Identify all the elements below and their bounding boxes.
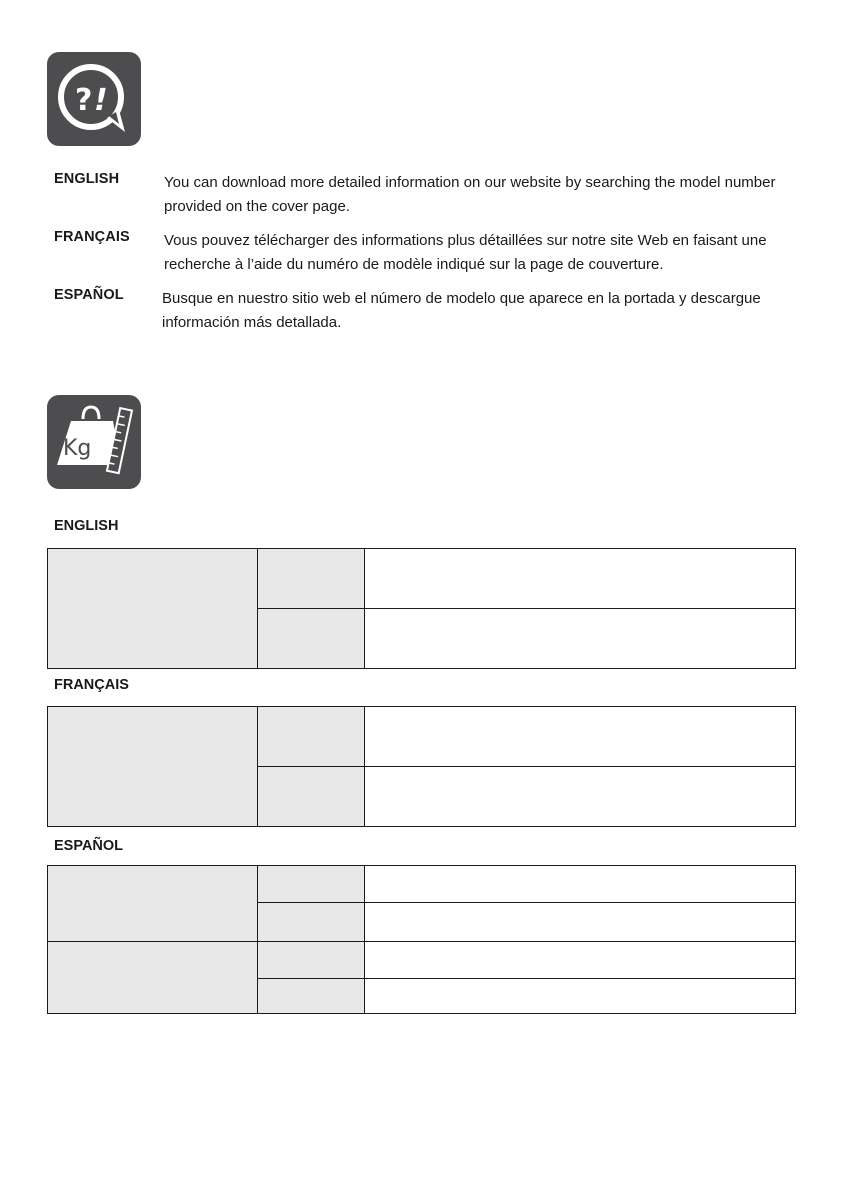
language-label: ESPAÑOL [54,287,124,303]
svg-text:!: ! [94,83,108,118]
table-cell [365,979,796,1014]
question-exclamation-speech-bubble-icon [47,52,141,146]
table-language-label-french: FRANÇAIS [54,677,129,693]
language-label: ENGLISH [54,171,120,187]
info-text: Busque en nuestro sitio web el número de modelo que aparece en la portada y descargue información más detallada. [162,290,761,331]
table-cell [258,979,365,1014]
table-cell [258,549,365,609]
language-label: FRANÇAIS [54,229,130,245]
table-cell [258,866,365,903]
table-row [48,549,796,609]
spec-table-english [47,548,796,669]
table-language-label-spanish: ESPAÑOL [54,838,124,854]
table-row [48,942,796,979]
table-cell [258,903,365,942]
table-cell [258,767,365,827]
table-row [48,707,796,767]
table-row [48,866,796,903]
table-cell [48,866,258,942]
table-cell [365,903,796,942]
info-text: Vous pouvez télécharger des informations plus détaillées sur notre site Web en faisant une recherche à l’aide du numéro de modèle indiqué sur la page de couverture. [164,232,767,273]
weight-bag-ruler-icon [47,395,141,489]
table-cell [48,942,258,1014]
table-cell [365,866,796,903]
spec-table-french [47,706,796,827]
table-cell [365,767,796,827]
table-cell [48,549,258,669]
table-cell [258,707,365,767]
spec-table-spanish [47,865,796,1014]
table-cell [365,549,796,609]
table-language-label-english: ENGLISH [54,518,119,534]
table-cell [365,609,796,669]
svg-text:?: ? [75,83,93,118]
table-cell [258,609,365,669]
info-text: You can download more detailed information on our website by searching the model number provided on the cover page. [164,174,776,215]
kg-label: Kg [63,436,92,461]
table-cell [365,707,796,767]
table-cell [258,942,365,979]
table-cell [48,707,258,827]
table-cell [365,942,796,979]
